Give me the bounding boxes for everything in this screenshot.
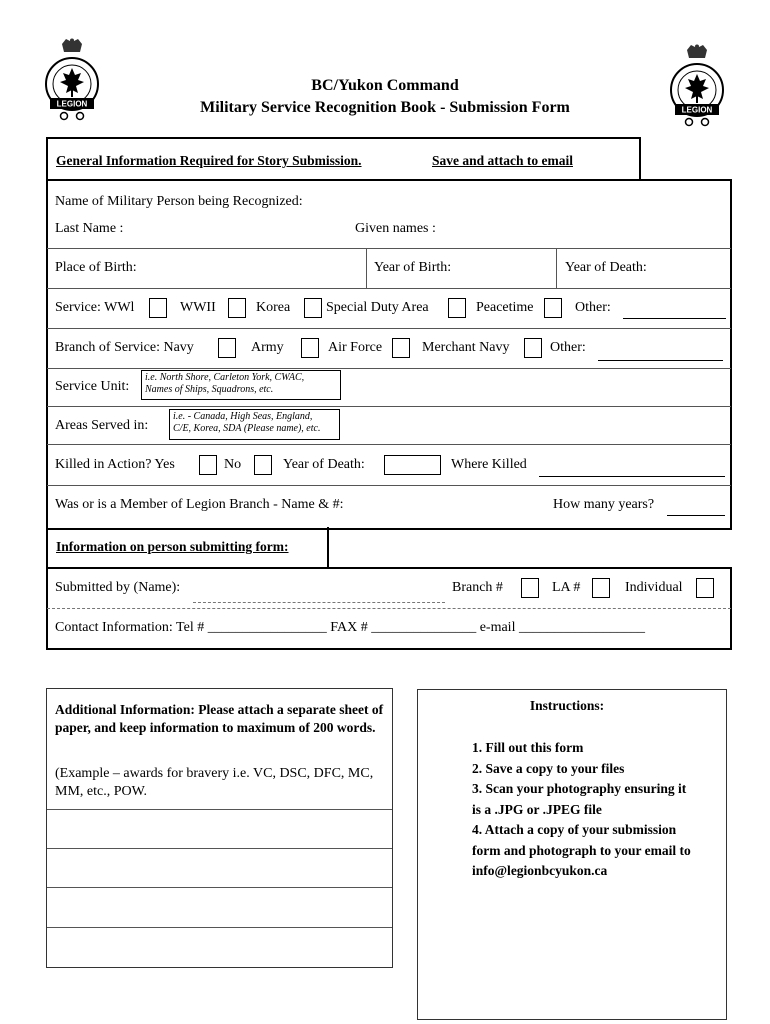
- branch-army-label: Army: [251, 340, 284, 355]
- branch-air-force-checkbox[interactable]: [392, 338, 410, 358]
- service-wwi-checkbox[interactable]: [149, 298, 167, 318]
- areas-served-row: [47, 407, 731, 445]
- year-of-birth-label: Year of Birth:: [374, 260, 452, 275]
- additional-info-line[interactable]: [47, 848, 392, 849]
- additional-info-line[interactable]: [47, 809, 392, 810]
- service-wwii-label: WWII: [180, 300, 216, 315]
- place-of-birth-label: Place of Birth:: [55, 260, 137, 275]
- la-number-checkbox[interactable]: [592, 578, 610, 598]
- given-names-label: Given names :: [355, 221, 436, 236]
- save-attach-note: Save and attach to email: [432, 153, 573, 168]
- killed-in-action-row: [47, 445, 731, 486]
- areas-served-hint-line1: i.e. - Canada, High Seas, England,: [173, 411, 313, 422]
- individual-label: Individual: [625, 580, 683, 595]
- branch-army-checkbox[interactable]: [301, 338, 319, 358]
- instruction-step-1: 1. Fill out this form: [472, 740, 584, 755]
- additional-info-box: [46, 688, 393, 968]
- service-special-label: Special Duty Area: [326, 300, 429, 315]
- submitted-by-label: Submitted by (Name):: [55, 580, 181, 595]
- service-special-checkbox[interactable]: [448, 298, 466, 318]
- name-label: Name of Military Person being Recognized:: [55, 194, 303, 209]
- submitted-by-row: [47, 569, 731, 609]
- branch-navy-checkbox[interactable]: [218, 338, 236, 358]
- additional-info-line[interactable]: [47, 887, 392, 888]
- branch-merchant-navy-label: Merchant Navy: [422, 340, 510, 355]
- service-unit-hint: [141, 370, 341, 400]
- submitted-by-input[interactable]: [193, 602, 445, 603]
- service-peacetime-label: Peacetime: [476, 300, 534, 315]
- service-unit-hint-line1: i.e. North Shore, Carleton York, CWAC,: [145, 372, 305, 383]
- areas-served-hint: [169, 409, 340, 440]
- divider: [556, 249, 557, 289]
- instruction-step-4b: form and photograph to your email to: [472, 843, 691, 858]
- general-info-header: [46, 137, 641, 181]
- killed-no-label: No: [224, 457, 242, 472]
- left-logo-text: LEGION: [56, 99, 88, 109]
- branch-navy-label: Branch of Service: Navy: [55, 340, 194, 355]
- branch-other-label: Other:: [550, 340, 586, 355]
- branch-merchant-navy-checkbox[interactable]: [524, 338, 542, 358]
- submitter-heading: Information on person submitting form:: [56, 539, 289, 554]
- killed-year-of-death-label: Year of Death:: [283, 457, 365, 472]
- form-subtitle: Military Service Recognition Book - Submission Form: [200, 99, 570, 116]
- branch-air-force-label: Air Force: [328, 340, 383, 355]
- years-member-input[interactable]: [667, 515, 725, 516]
- instruction-step-3a: 3. Scan your photography ensuring it: [472, 781, 687, 796]
- general-info-heading: General Information Required for Story Submission.: [56, 153, 362, 168]
- legion-member-row: [47, 486, 731, 528]
- branch-row: [47, 329, 731, 369]
- where-killed-label: Where Killed: [451, 457, 527, 472]
- form-title: BC/Yukon Command: [311, 77, 459, 94]
- instructions-heading: Instructions:: [529, 698, 605, 713]
- killed-yes-checkbox[interactable]: [199, 455, 217, 475]
- individual-checkbox[interactable]: [696, 578, 714, 598]
- branch-other-input[interactable]: [598, 360, 723, 361]
- contact-info-label: Contact Information: Tel # _________________ FAX # _______________ e-mail __________________: [55, 620, 645, 635]
- right-logo-text: LEGION: [681, 105, 713, 115]
- contact-row: [47, 609, 731, 648]
- areas-served-label: Areas Served in:: [55, 418, 149, 433]
- last-name-label: Last Name :: [55, 221, 124, 236]
- additional-info-heading: Additional Information: Please attach a separate sheet of paper, and keep information to maximum of 200 words.: [55, 702, 384, 735]
- service-other-input[interactable]: [623, 318, 726, 319]
- instruction-step-3b: is a .JPG or .JPEG file: [472, 802, 602, 817]
- submitter-header: [46, 527, 329, 569]
- years-member-label: How many years?: [553, 497, 655, 512]
- legion-member-label: Was or is a Member of Legion Branch - Name & #:: [55, 497, 344, 512]
- areas-served-hint-line2: C/E, Korea, SDA (Please name), etc.: [173, 423, 321, 434]
- branch-number-checkbox[interactable]: [521, 578, 539, 598]
- instruction-step-4a: 4. Attach a copy of your submission: [472, 822, 677, 837]
- instruction-step-2: 2. Save a copy to your files: [472, 761, 625, 776]
- birth-row: [47, 249, 731, 289]
- service-other-label: Other:: [575, 300, 611, 315]
- service-unit-row: [47, 369, 731, 407]
- killed-yes-label: Killed in Action? Yes: [55, 457, 175, 472]
- additional-info-example: (Example – awards for bravery i.e. VC, DSC, DFC, MC, MM, etc., POW.: [55, 766, 374, 799]
- killed-no-checkbox[interactable]: [254, 455, 272, 475]
- service-wwi-label: Service: WWl: [55, 300, 135, 315]
- service-peacetime-checkbox[interactable]: [544, 298, 562, 318]
- service-row: [47, 289, 731, 329]
- instruction-email: info@legionbcyukon.ca: [472, 863, 608, 878]
- service-wwii-checkbox[interactable]: [228, 298, 246, 318]
- branch-number-label: Branch #: [452, 580, 503, 595]
- divider: [366, 249, 367, 289]
- service-unit-label: Service Unit:: [55, 379, 130, 394]
- where-killed-input[interactable]: [539, 476, 725, 477]
- name-row: [47, 181, 731, 249]
- la-number-label: LA #: [552, 580, 581, 595]
- instructions-box: [417, 689, 727, 1020]
- service-unit-hint-line2: Names of Ships, Squadrons, etc.: [145, 384, 274, 395]
- additional-info-line[interactable]: [47, 927, 392, 928]
- year-of-death-label: Year of Death:: [565, 260, 647, 275]
- killed-year-of-death-input[interactable]: [384, 455, 441, 475]
- service-korea-checkbox[interactable]: [304, 298, 322, 318]
- service-korea-label: Korea: [256, 300, 291, 315]
